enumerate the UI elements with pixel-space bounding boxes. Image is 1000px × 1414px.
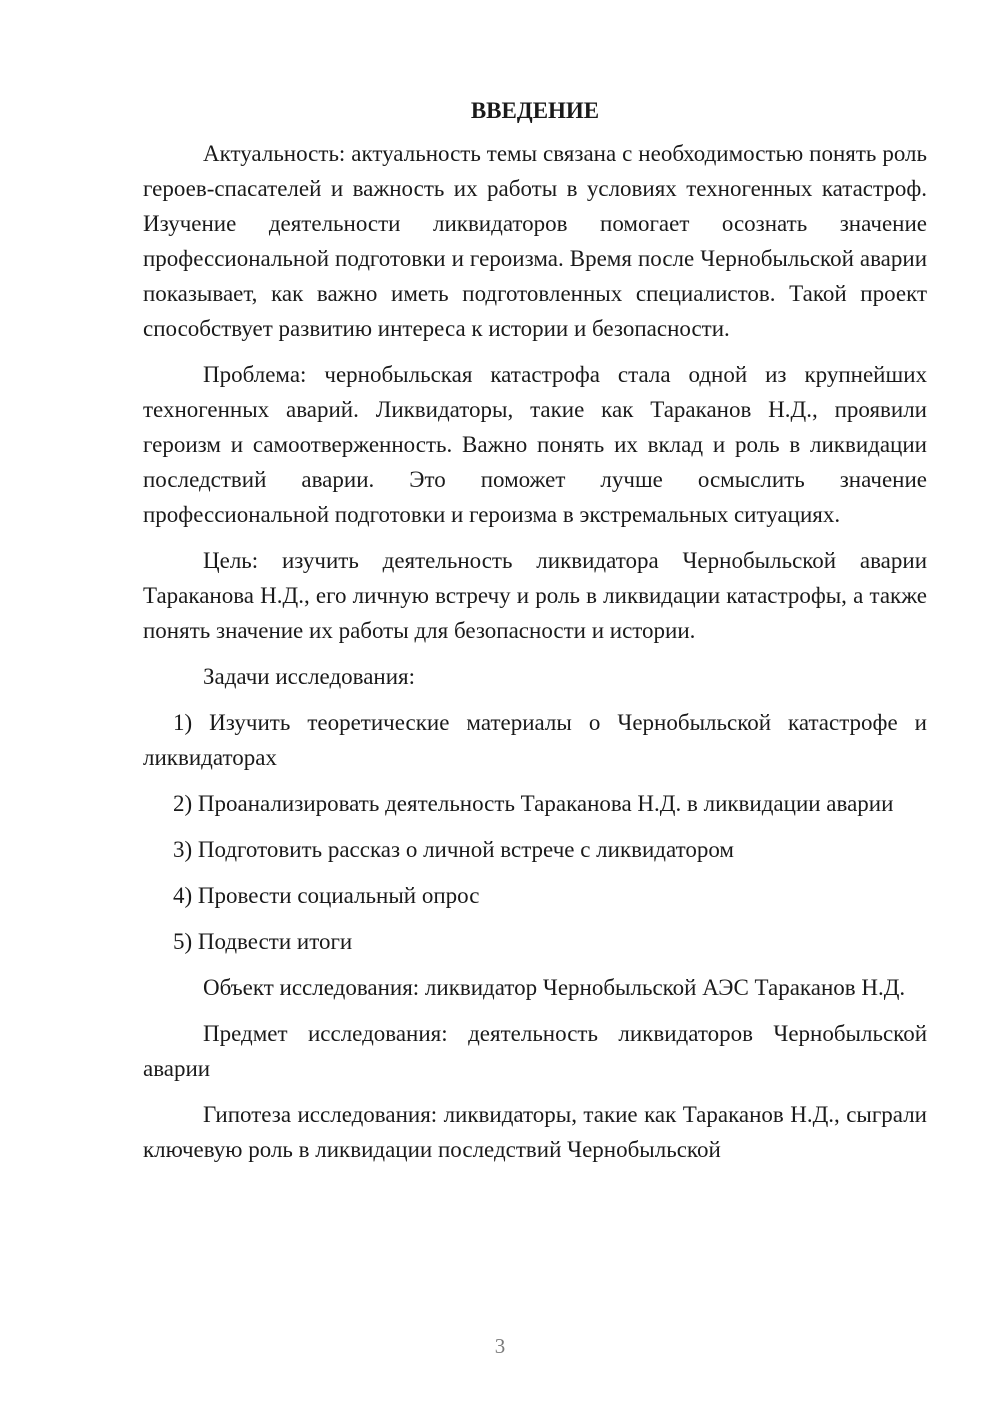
task-item-1: 1) Изучить теоретические материалы о Чернобыльской катастрофе и ликвидаторах — [143, 710, 927, 770]
object-paragraph: Объект исследования: ликвидатор Чернобыльской АЭС Тараканов Н.Д. — [203, 975, 906, 1000]
problem-paragraph: Проблема: чернобыльская катастрофа стала одной из крупнейших техногенных аварий. Ликвидаторы, такие как Тараканов Н.Д., проявили героизм и самоотверженность. Важно понять их вклад и роль в ликвидации последствий аварии. Это поможет лучше осмыслить значение профессиональной подготовки и героизма в экстремальных ситуациях. — [143, 362, 927, 527]
tasks-list — [143, 705, 927, 959]
task-item-5: 5) Подвести итоги — [173, 929, 353, 954]
section-heading: ВВЕДЕНИЕ — [470, 98, 600, 123]
task-item-4: 4) Провести социальный опрос — [173, 883, 480, 908]
relevance-paragraph: Актуальность: актуальность темы связана с необходимостью понять роль героев-спасателей и важность их работы в условиях техногенных катастроф. Изучение деятельности ликвидаторов помогает осознать значение профессиональной подготовки и героизма. Время после Чернобыльской аварии показывает, как важно иметь подготовленных специалистов. Такой проект способствует развитию интереса к истории и безопасности. — [143, 141, 927, 341]
task-item-3: 3) Подготовить рассказ о личной встрече с ликвидатором — [173, 837, 734, 862]
subject-paragraph: Предмет исследования: деятельность ликвидаторов Чернобыльской аварии — [143, 1021, 927, 1081]
goal-paragraph: Цель: изучить деятельность ликвидатора Чернобыльской аварии Тараканова Н.Д., его личную встречу и роль в ликвидации катастрофы, а также понять значение их работы для безопасности и истории. — [143, 548, 927, 643]
task-item-2: 2) Проанализировать деятельность Тараканова Н.Д. в ликвидации аварии — [173, 791, 894, 816]
page-number: 3 — [494, 1334, 506, 1358]
hypothesis-paragraph: Гипотеза исследования: ликвидаторы, такие как Тараканов Н.Д., сыграли ключевую роль в ликвидации последствий Чернобыльской — [143, 1102, 927, 1162]
page-content — [143, 96, 927, 1178]
tasks-heading: Задачи исследования: — [203, 664, 416, 689]
